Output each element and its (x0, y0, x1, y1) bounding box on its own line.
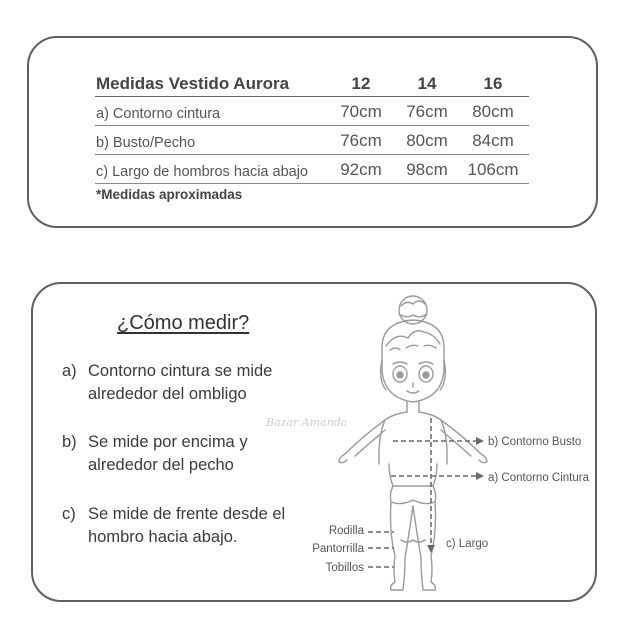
table-cell: 92cm (340, 160, 382, 179)
step-letter: b) (62, 433, 77, 451)
how-to-measure-title: ¿Cómo medir? (117, 312, 250, 334)
table-cell: 80cm (406, 131, 448, 150)
row-label: b) Busto/Pecho (96, 135, 196, 151)
step-letter: a) (62, 362, 77, 380)
step-letter: c) (62, 505, 76, 523)
ankle-label: Tobillos (325, 562, 364, 574)
table-row-waist (95, 97, 529, 126)
row-label: a) Contorno cintura (96, 106, 221, 122)
table-cell: 76cm (406, 102, 448, 121)
bust-arrow-icon (476, 437, 484, 445)
size-column-16: 16 (483, 74, 503, 93)
waist-arrow-icon (476, 472, 484, 480)
watermark-text: Bazar Amanda (266, 416, 348, 429)
length-label: c) Largo (446, 538, 489, 550)
size-column-14: 14 (417, 74, 437, 93)
waist-label: a) Contorno Cintura (488, 472, 589, 484)
row-label: c) Largo de hombros hacia abajo (96, 164, 308, 180)
size-column-12: 12 (351, 74, 371, 93)
step-bust (62, 431, 312, 477)
size-table (95, 70, 529, 184)
table-cell: 84cm (472, 131, 514, 150)
table-row-length (95, 155, 529, 184)
bust-label: b) Contorno Busto (488, 436, 582, 448)
table-cell: 70cm (340, 102, 382, 121)
step-length (62, 503, 312, 549)
table-cell: 98cm (406, 160, 448, 179)
table-cell: 76cm (340, 131, 382, 150)
calf-label: Pantorrilla (312, 543, 364, 555)
approximate-note: *Medidas aproximadas (96, 187, 243, 202)
length-arrow-icon (427, 545, 435, 553)
table-cell: 106cm (467, 160, 519, 179)
step-text: Se mide de frente desde el hombro hacia abajo. (88, 505, 286, 546)
measurement-figure (266, 290, 600, 595)
step-text: Contorno cintura se mide alrededor del ombligo (88, 362, 273, 403)
table-row-bust (95, 126, 529, 155)
step-text: Se mide por encima y alrededor del pecho (88, 433, 248, 474)
table-cell: 80cm (472, 102, 514, 121)
size-table-header (95, 70, 529, 97)
step-waist (62, 360, 312, 406)
size-table-title: Medidas Vestido Aurora (96, 74, 290, 93)
knee-label: Rodilla (328, 525, 364, 537)
